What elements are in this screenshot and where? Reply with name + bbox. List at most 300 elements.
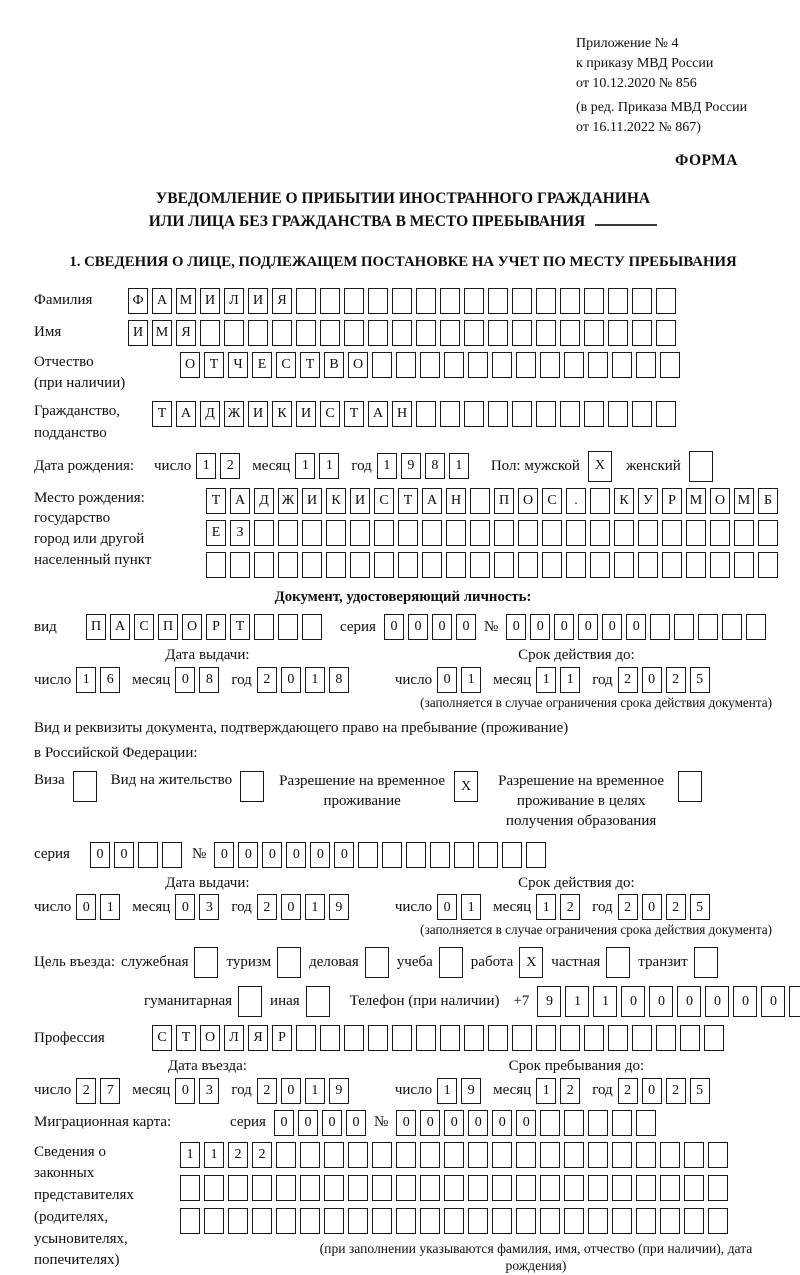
form-char-cell[interactable]: 1 <box>461 667 481 693</box>
form-char-cell[interactable] <box>536 288 556 314</box>
form-char-cell[interactable]: 0 <box>334 842 354 868</box>
form-char-cell[interactable]: С <box>542 488 562 514</box>
form-char-cell[interactable]: Я <box>176 320 196 346</box>
form-char-cell[interactable]: 0 <box>175 1078 195 1104</box>
form-char-cell[interactable] <box>636 1208 656 1234</box>
form-char-cell[interactable] <box>590 520 610 546</box>
form-char-cell[interactable] <box>358 842 378 868</box>
form-char-cell[interactable]: 0 <box>408 614 428 640</box>
form-char-cell[interactable] <box>248 320 268 346</box>
form-char-cell[interactable] <box>372 1142 392 1168</box>
form-char-cell[interactable] <box>238 986 262 1017</box>
form-char-cell[interactable]: О <box>182 614 202 640</box>
form-char-cell[interactable]: 2 <box>666 894 686 920</box>
form-char-cell[interactable]: И <box>200 288 220 314</box>
form-char-cell[interactable] <box>540 1110 560 1136</box>
form-char-cell[interactable] <box>488 288 508 314</box>
form-char-cell[interactable]: 2 <box>618 667 638 693</box>
form-char-cell[interactable] <box>540 1175 560 1201</box>
form-char-cell[interactable] <box>512 288 532 314</box>
form-char-cell[interactable]: 1 <box>305 894 325 920</box>
form-char-cell[interactable] <box>416 1025 436 1051</box>
form-char-cell[interactable]: М <box>734 488 754 514</box>
form-char-cell[interactable] <box>278 552 298 578</box>
form-char-cell[interactable]: А <box>110 614 130 640</box>
form-char-cell[interactable] <box>73 771 97 802</box>
form-char-cell[interactable]: О <box>180 352 200 378</box>
form-char-cell[interactable] <box>708 1175 728 1201</box>
form-char-cell[interactable] <box>464 288 484 314</box>
form-char-cell[interactable] <box>526 842 546 868</box>
form-char-cell[interactable]: Р <box>206 614 226 640</box>
form-char-cell[interactable] <box>468 1142 488 1168</box>
form-char-cell[interactable]: 9 <box>401 453 421 479</box>
form-char-cell[interactable]: И <box>350 488 370 514</box>
form-char-cell[interactable]: 5 <box>690 894 710 920</box>
form-char-cell[interactable] <box>368 288 388 314</box>
form-char-cell[interactable] <box>398 520 418 546</box>
form-char-cell[interactable] <box>662 552 682 578</box>
form-char-cell[interactable]: X <box>454 771 478 802</box>
form-char-cell[interactable] <box>612 1175 632 1201</box>
form-char-cell[interactable] <box>344 1025 364 1051</box>
form-char-cell[interactable]: Т <box>344 401 364 427</box>
form-char-cell[interactable] <box>396 1175 416 1201</box>
form-char-cell[interactable] <box>584 1025 604 1051</box>
form-char-cell[interactable] <box>396 352 416 378</box>
form-char-cell[interactable]: 9 <box>537 986 561 1017</box>
form-char-cell[interactable] <box>678 771 702 802</box>
form-char-cell[interactable]: Р <box>662 488 682 514</box>
form-char-cell[interactable]: 0 <box>506 614 526 640</box>
form-char-cell[interactable] <box>365 947 389 978</box>
form-char-cell[interactable]: Ф <box>128 288 148 314</box>
form-char-cell[interactable]: 0 <box>76 894 96 920</box>
form-char-cell[interactable]: С <box>152 1025 172 1051</box>
form-char-cell[interactable] <box>566 552 586 578</box>
form-char-cell[interactable]: 2 <box>257 667 277 693</box>
form-char-cell[interactable] <box>439 947 463 978</box>
form-char-cell[interactable] <box>686 552 706 578</box>
form-char-cell[interactable] <box>240 771 264 802</box>
form-char-cell[interactable] <box>254 520 274 546</box>
form-char-cell[interactable] <box>542 520 562 546</box>
form-char-cell[interactable] <box>789 986 800 1017</box>
form-char-cell[interactable] <box>392 288 412 314</box>
form-char-cell[interactable] <box>470 520 490 546</box>
form-char-cell[interactable] <box>440 288 460 314</box>
form-char-cell[interactable] <box>746 614 766 640</box>
form-char-cell[interactable]: 0 <box>468 1110 488 1136</box>
form-char-cell[interactable] <box>540 352 560 378</box>
form-char-cell[interactable] <box>722 614 742 640</box>
form-char-cell[interactable]: 0 <box>432 614 452 640</box>
form-char-cell[interactable] <box>416 320 436 346</box>
form-char-cell[interactable]: 1 <box>449 453 469 479</box>
form-char-cell[interactable] <box>300 1175 320 1201</box>
form-char-cell[interactable] <box>492 352 512 378</box>
form-char-cell[interactable] <box>372 1175 392 1201</box>
form-char-cell[interactable]: 9 <box>461 1078 481 1104</box>
form-char-cell[interactable]: 0 <box>626 614 646 640</box>
form-char-cell[interactable] <box>564 352 584 378</box>
form-char-cell[interactable]: 1 <box>536 1078 556 1104</box>
form-char-cell[interactable] <box>588 1208 608 1234</box>
form-char-cell[interactable] <box>488 1025 508 1051</box>
form-char-cell[interactable] <box>228 1175 248 1201</box>
form-char-cell[interactable] <box>468 352 488 378</box>
form-char-cell[interactable] <box>560 288 580 314</box>
form-char-cell[interactable] <box>564 1175 584 1201</box>
form-char-cell[interactable]: И <box>248 288 268 314</box>
form-char-cell[interactable]: У <box>638 488 658 514</box>
form-char-cell[interactable]: О <box>518 488 538 514</box>
form-char-cell[interactable]: С <box>134 614 154 640</box>
form-char-cell[interactable]: 1 <box>560 667 580 693</box>
form-char-cell[interactable]: 0 <box>733 986 757 1017</box>
form-char-cell[interactable] <box>277 947 301 978</box>
form-char-cell[interactable]: 8 <box>199 667 219 693</box>
form-char-cell[interactable] <box>468 1208 488 1234</box>
form-char-cell[interactable] <box>440 1025 460 1051</box>
form-char-cell[interactable] <box>440 320 460 346</box>
form-char-cell[interactable]: А <box>422 488 442 514</box>
form-char-cell[interactable] <box>566 520 586 546</box>
form-char-cell[interactable]: Т <box>204 352 224 378</box>
form-char-cell[interactable] <box>686 520 706 546</box>
form-char-cell[interactable]: О <box>200 1025 220 1051</box>
form-char-cell[interactable]: И <box>296 401 316 427</box>
form-char-cell[interactable]: 0 <box>286 842 306 868</box>
form-char-cell[interactable]: 1 <box>377 453 397 479</box>
form-char-cell[interactable]: 0 <box>114 842 134 868</box>
form-char-cell[interactable]: 2 <box>618 894 638 920</box>
form-char-cell[interactable]: 1 <box>180 1142 200 1168</box>
form-char-cell[interactable] <box>536 320 556 346</box>
form-char-cell[interactable] <box>758 520 778 546</box>
form-char-cell[interactable] <box>662 520 682 546</box>
form-char-cell[interactable] <box>588 1175 608 1201</box>
form-char-cell[interactable]: Т <box>152 401 172 427</box>
form-char-cell[interactable]: О <box>710 488 730 514</box>
form-char-cell[interactable] <box>614 520 634 546</box>
form-char-cell[interactable]: 2 <box>252 1142 272 1168</box>
form-char-cell[interactable] <box>278 520 298 546</box>
form-char-cell[interactable] <box>254 552 274 578</box>
form-char-cell[interactable] <box>252 1175 272 1201</box>
form-char-cell[interactable] <box>564 1208 584 1234</box>
form-char-cell[interactable]: 2 <box>560 894 580 920</box>
form-char-cell[interactable] <box>374 552 394 578</box>
form-char-cell[interactable] <box>632 1025 652 1051</box>
form-char-cell[interactable] <box>656 401 676 427</box>
form-char-cell[interactable] <box>492 1208 512 1234</box>
form-char-cell[interactable]: 0 <box>642 1078 662 1104</box>
form-char-cell[interactable] <box>320 1025 340 1051</box>
form-char-cell[interactable]: Я <box>248 1025 268 1051</box>
form-char-cell[interactable] <box>368 320 388 346</box>
form-char-cell[interactable]: И <box>302 488 322 514</box>
form-char-cell[interactable] <box>710 552 730 578</box>
form-char-cell[interactable] <box>444 352 464 378</box>
form-char-cell[interactable]: X <box>588 451 612 482</box>
form-char-cell[interactable] <box>324 1142 344 1168</box>
form-char-cell[interactable] <box>590 488 610 514</box>
form-char-cell[interactable]: 0 <box>346 1110 366 1136</box>
form-char-cell[interactable]: 0 <box>456 614 476 640</box>
form-char-cell[interactable] <box>416 288 436 314</box>
form-char-cell[interactable] <box>584 320 604 346</box>
form-char-cell[interactable] <box>206 552 226 578</box>
form-char-cell[interactable] <box>608 1025 628 1051</box>
form-char-cell[interactable]: 5 <box>690 1078 710 1104</box>
form-char-cell[interactable] <box>224 320 244 346</box>
form-char-cell[interactable] <box>372 352 392 378</box>
form-char-cell[interactable] <box>204 1175 224 1201</box>
form-char-cell[interactable]: 0 <box>554 614 574 640</box>
form-char-cell[interactable]: 2 <box>228 1142 248 1168</box>
form-char-cell[interactable] <box>492 1142 512 1168</box>
form-char-cell[interactable]: 0 <box>444 1110 464 1136</box>
form-char-cell[interactable]: 5 <box>690 667 710 693</box>
form-char-cell[interactable] <box>488 401 508 427</box>
form-char-cell[interactable] <box>180 1208 200 1234</box>
form-char-cell[interactable]: 2 <box>666 1078 686 1104</box>
form-char-cell[interactable] <box>344 320 364 346</box>
form-char-cell[interactable]: Н <box>392 401 412 427</box>
form-char-cell[interactable] <box>348 1142 368 1168</box>
form-char-cell[interactable] <box>656 320 676 346</box>
form-char-cell[interactable] <box>326 520 346 546</box>
form-char-cell[interactable] <box>588 1110 608 1136</box>
form-char-cell[interactable]: П <box>158 614 178 640</box>
form-char-cell[interactable]: М <box>152 320 172 346</box>
form-char-cell[interactable] <box>492 1175 512 1201</box>
form-char-cell[interactable] <box>608 401 628 427</box>
form-char-cell[interactable]: 0 <box>396 1110 416 1136</box>
form-char-cell[interactable] <box>430 842 450 868</box>
form-char-cell[interactable]: 0 <box>516 1110 536 1136</box>
form-char-cell[interactable]: 0 <box>642 667 662 693</box>
form-char-cell[interactable]: 1 <box>565 986 589 1017</box>
form-char-cell[interactable] <box>689 451 713 482</box>
form-char-cell[interactable] <box>204 1208 224 1234</box>
form-char-cell[interactable]: О <box>348 352 368 378</box>
form-char-cell[interactable] <box>612 1208 632 1234</box>
form-char-cell[interactable]: 0 <box>281 894 301 920</box>
form-char-cell[interactable] <box>516 352 536 378</box>
form-char-cell[interactable] <box>306 986 330 1017</box>
form-char-cell[interactable]: Е <box>206 520 226 546</box>
form-char-cell[interactable] <box>396 1208 416 1234</box>
form-char-cell[interactable] <box>656 288 676 314</box>
form-char-cell[interactable]: 0 <box>642 894 662 920</box>
form-char-cell[interactable]: А <box>152 288 172 314</box>
form-char-cell[interactable]: 6 <box>100 667 120 693</box>
form-char-cell[interactable] <box>588 1142 608 1168</box>
form-char-cell[interactable]: 2 <box>257 1078 277 1104</box>
form-char-cell[interactable] <box>344 288 364 314</box>
form-char-cell[interactable]: 0 <box>420 1110 440 1136</box>
form-char-cell[interactable]: Л <box>224 1025 244 1051</box>
form-char-cell[interactable] <box>468 1175 488 1201</box>
form-char-cell[interactable] <box>564 1142 584 1168</box>
form-char-cell[interactable] <box>464 401 484 427</box>
form-char-cell[interactable] <box>470 488 490 514</box>
form-char-cell[interactable] <box>638 520 658 546</box>
form-char-cell[interactable] <box>228 1208 248 1234</box>
form-char-cell[interactable] <box>512 320 532 346</box>
form-char-cell[interactable] <box>444 1175 464 1201</box>
form-char-cell[interactable]: 0 <box>578 614 598 640</box>
form-char-cell[interactable] <box>636 1142 656 1168</box>
form-char-cell[interactable] <box>584 288 604 314</box>
form-char-cell[interactable] <box>444 1142 464 1168</box>
form-char-cell[interactable] <box>632 288 652 314</box>
form-char-cell[interactable]: 0 <box>214 842 234 868</box>
form-char-cell[interactable]: 1 <box>536 894 556 920</box>
form-char-cell[interactable] <box>320 320 340 346</box>
form-char-cell[interactable] <box>180 1175 200 1201</box>
form-char-cell[interactable]: П <box>494 488 514 514</box>
form-char-cell[interactable] <box>446 520 466 546</box>
form-char-cell[interactable] <box>518 520 538 546</box>
form-char-cell[interactable] <box>660 1175 680 1201</box>
form-char-cell[interactable] <box>392 320 412 346</box>
form-char-cell[interactable]: 3 <box>199 894 219 920</box>
form-char-cell[interactable] <box>588 352 608 378</box>
form-char-cell[interactable] <box>560 1025 580 1051</box>
form-char-cell[interactable] <box>300 1142 320 1168</box>
form-char-cell[interactable] <box>608 320 628 346</box>
form-char-cell[interactable] <box>374 520 394 546</box>
form-char-cell[interactable] <box>254 614 274 640</box>
form-char-cell[interactable]: 2 <box>220 453 240 479</box>
form-char-cell[interactable] <box>454 842 474 868</box>
form-char-cell[interactable]: Т <box>300 352 320 378</box>
form-char-cell[interactable] <box>638 552 658 578</box>
form-char-cell[interactable] <box>660 1208 680 1234</box>
form-char-cell[interactable]: Д <box>200 401 220 427</box>
form-char-cell[interactable] <box>536 401 556 427</box>
form-char-cell[interactable]: 0 <box>262 842 282 868</box>
form-char-cell[interactable]: К <box>272 401 292 427</box>
form-char-cell[interactable] <box>636 1175 656 1201</box>
form-char-cell[interactable] <box>416 401 436 427</box>
form-char-cell[interactable] <box>656 1025 676 1051</box>
form-char-cell[interactable] <box>302 552 322 578</box>
form-char-cell[interactable]: 1 <box>196 453 216 479</box>
form-char-cell[interactable] <box>518 552 538 578</box>
form-char-cell[interactable] <box>636 352 656 378</box>
form-char-cell[interactable]: 9 <box>329 894 349 920</box>
form-char-cell[interactable] <box>444 1208 464 1234</box>
form-char-cell[interactable] <box>276 1142 296 1168</box>
form-char-cell[interactable]: А <box>368 401 388 427</box>
form-char-cell[interactable]: 0 <box>175 667 195 693</box>
form-char-cell[interactable]: 0 <box>298 1110 318 1136</box>
form-char-cell[interactable]: 1 <box>305 1078 325 1104</box>
form-char-cell[interactable]: 0 <box>761 986 785 1017</box>
form-char-cell[interactable] <box>564 1110 584 1136</box>
form-char-cell[interactable] <box>560 401 580 427</box>
form-char-cell[interactable]: X <box>519 947 543 978</box>
form-char-cell[interactable]: 2 <box>76 1078 96 1104</box>
form-char-cell[interactable]: Ж <box>224 401 244 427</box>
form-char-cell[interactable] <box>612 352 632 378</box>
form-char-cell[interactable] <box>488 320 508 346</box>
form-char-cell[interactable] <box>324 1208 344 1234</box>
form-char-cell[interactable]: Т <box>176 1025 196 1051</box>
form-char-cell[interactable] <box>302 614 322 640</box>
form-char-cell[interactable] <box>272 320 292 346</box>
form-char-cell[interactable] <box>660 352 680 378</box>
form-char-cell[interactable] <box>372 1208 392 1234</box>
form-char-cell[interactable]: 1 <box>204 1142 224 1168</box>
form-char-cell[interactable]: Я <box>272 288 292 314</box>
form-char-cell[interactable] <box>674 614 694 640</box>
form-char-cell[interactable]: 0 <box>602 614 622 640</box>
form-char-cell[interactable]: Е <box>252 352 272 378</box>
form-char-cell[interactable]: 0 <box>175 894 195 920</box>
form-char-cell[interactable] <box>636 1110 656 1136</box>
form-char-cell[interactable]: 0 <box>530 614 550 640</box>
form-char-cell[interactable] <box>420 1175 440 1201</box>
form-char-cell[interactable]: 0 <box>492 1110 512 1136</box>
form-char-cell[interactable] <box>560 320 580 346</box>
form-char-cell[interactable] <box>348 1175 368 1201</box>
form-char-cell[interactable] <box>684 1208 704 1234</box>
form-char-cell[interactable] <box>420 352 440 378</box>
form-char-cell[interactable] <box>194 947 218 978</box>
form-char-cell[interactable] <box>446 552 466 578</box>
form-char-cell[interactable]: Т <box>206 488 226 514</box>
form-char-cell[interactable] <box>614 552 634 578</box>
form-char-cell[interactable] <box>296 288 316 314</box>
form-char-cell[interactable]: М <box>176 288 196 314</box>
form-char-cell[interactable] <box>382 842 402 868</box>
form-char-cell[interactable]: 3 <box>199 1078 219 1104</box>
form-char-cell[interactable]: . <box>566 488 586 514</box>
form-char-cell[interactable]: 0 <box>384 614 404 640</box>
form-char-cell[interactable]: Д <box>254 488 274 514</box>
form-char-cell[interactable] <box>464 320 484 346</box>
form-char-cell[interactable] <box>708 1142 728 1168</box>
form-char-cell[interactable] <box>392 1025 412 1051</box>
form-char-cell[interactable]: Ж <box>278 488 298 514</box>
form-char-cell[interactable] <box>350 552 370 578</box>
form-char-cell[interactable] <box>276 1208 296 1234</box>
form-char-cell[interactable]: 1 <box>536 667 556 693</box>
form-char-cell[interactable]: 9 <box>329 1078 349 1104</box>
form-char-cell[interactable] <box>278 614 298 640</box>
form-char-cell[interactable] <box>512 401 532 427</box>
form-char-cell[interactable]: И <box>248 401 268 427</box>
form-char-cell[interactable] <box>422 552 442 578</box>
form-char-cell[interactable]: 0 <box>274 1110 294 1136</box>
form-char-cell[interactable] <box>590 552 610 578</box>
form-char-cell[interactable] <box>512 1025 532 1051</box>
form-char-cell[interactable] <box>478 842 498 868</box>
form-char-cell[interactable]: 0 <box>310 842 330 868</box>
form-char-cell[interactable]: И <box>128 320 148 346</box>
form-char-cell[interactable] <box>612 1142 632 1168</box>
form-char-cell[interactable]: Р <box>272 1025 292 1051</box>
form-char-cell[interactable]: 1 <box>593 986 617 1017</box>
form-char-cell[interactable] <box>252 1208 272 1234</box>
form-char-cell[interactable]: 1 <box>100 894 120 920</box>
form-char-cell[interactable] <box>650 614 670 640</box>
